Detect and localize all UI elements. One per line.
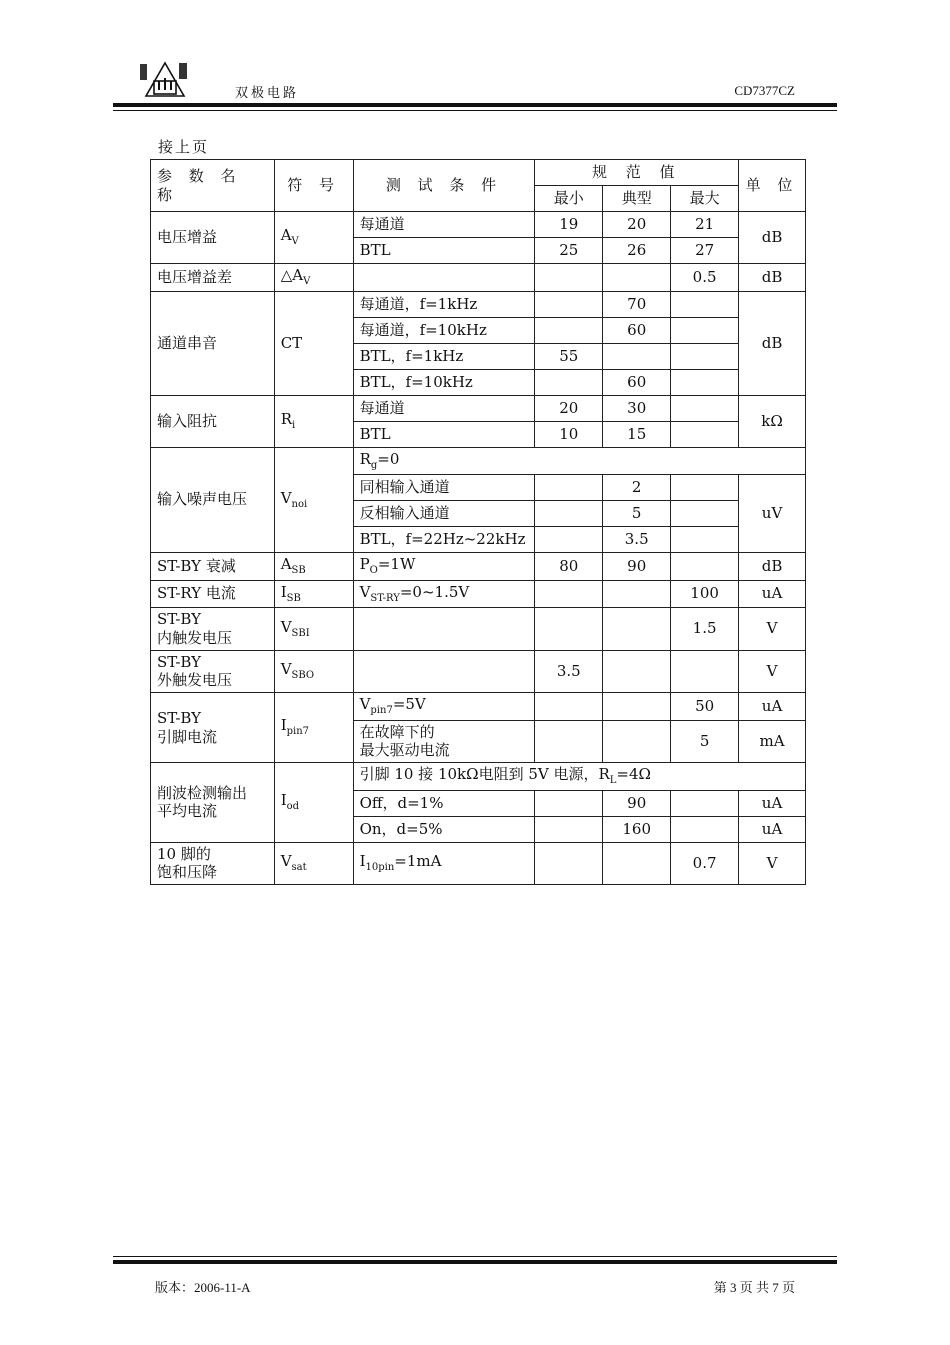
param-name: ST-BY 引脚电流 <box>151 693 275 763</box>
min-value <box>535 693 603 721</box>
symbol: $I_{pin7}$ <box>274 693 353 763</box>
max-value <box>671 395 739 421</box>
max-value: 0.7 <box>671 842 739 885</box>
unit: uA <box>739 816 806 842</box>
symbol: CT <box>274 291 353 395</box>
min-value <box>535 608 603 651</box>
symbol: $\triangle A_V$ <box>274 264 353 292</box>
table-row <box>151 264 806 292</box>
condition: 每通道 <box>353 212 535 238</box>
header-rule-thin <box>113 110 837 111</box>
header-unit: 单 位 <box>739 160 806 212</box>
max-value <box>671 421 739 447</box>
min-value <box>535 720 603 763</box>
unit: V <box>739 842 806 885</box>
header-param: 参 数 名 称 <box>151 160 275 212</box>
max-value <box>671 816 739 842</box>
table-row <box>151 693 806 721</box>
min-value: 10 <box>535 421 603 447</box>
param-name: 削波检测输出 平均电流 <box>151 763 275 843</box>
min-value <box>535 580 603 608</box>
condition: BTL，f=1kHz <box>353 343 535 369</box>
typ-value: 70 <box>603 291 671 317</box>
symbol: $V_{SBI}$ <box>274 608 353 651</box>
param-name: ST-BY 内触发电压 <box>151 608 275 651</box>
unit: dB <box>739 264 806 292</box>
min-value: 19 <box>535 212 603 238</box>
max-value: 21 <box>671 212 739 238</box>
max-value <box>671 291 739 317</box>
min-value <box>535 264 603 292</box>
page-header <box>0 0 950 115</box>
continued-label: 接上页 <box>158 138 210 156</box>
typ-value <box>603 343 671 369</box>
condition: 每通道，f=10kHz <box>353 317 535 343</box>
param-name: 电压增益 <box>151 212 275 264</box>
footer-rule-thin <box>113 1256 837 1257</box>
symbol: $V_{sat}$ <box>274 842 353 885</box>
unit: mA <box>739 720 806 763</box>
max-value: 100 <box>671 580 739 608</box>
min-value <box>535 317 603 343</box>
document-category: 双极电路 <box>235 86 300 101</box>
unit: dB <box>739 212 806 264</box>
symbol: $R_i$ <box>274 395 353 447</box>
param-name: 输入阻抗 <box>151 395 275 447</box>
condition: 每通道，f=1kHz <box>353 291 535 317</box>
condition <box>353 608 535 651</box>
symbol: $I_{od}$ <box>274 763 353 843</box>
table-row <box>151 608 806 651</box>
min-value <box>535 369 603 395</box>
param-name: ST-BY 衰减 <box>151 553 275 581</box>
table-row <box>151 212 806 238</box>
condition: $I_{10pin}=1mA$ <box>353 842 535 885</box>
min-value: 20 <box>535 395 603 421</box>
condition <box>353 264 535 292</box>
min-value <box>535 816 603 842</box>
condition: 反相输入通道 <box>353 501 535 527</box>
param-name: 输入噪声电压 <box>151 447 275 553</box>
typ-value: 30 <box>603 395 671 421</box>
min-value <box>535 501 603 527</box>
typ-value <box>603 608 671 651</box>
max-value: 50 <box>671 693 739 721</box>
min-value: 3.5 <box>535 650 603 693</box>
typ-value: 60 <box>603 317 671 343</box>
unit: uA <box>739 790 806 816</box>
max-value <box>671 790 739 816</box>
max-value: 5 <box>671 720 739 763</box>
table-row <box>151 842 806 885</box>
typ-value <box>603 720 671 763</box>
table-row <box>151 763 806 791</box>
param-name: 通道串音 <box>151 291 275 395</box>
param-name: ST-RY 电流 <box>151 580 275 608</box>
typ-value: 90 <box>603 553 671 581</box>
header-condition: 测 试 条 件 <box>353 160 535 212</box>
condition: BTL <box>353 238 535 264</box>
typ-value: 2 <box>603 475 671 501</box>
min-value: 55 <box>535 343 603 369</box>
header-spec: 规 范 值 <box>535 160 739 186</box>
max-value: 0.5 <box>671 264 739 292</box>
table-row <box>151 291 806 317</box>
max-value <box>671 553 739 581</box>
table-row <box>151 447 806 475</box>
condition: $R_g=0$ <box>353 447 805 475</box>
min-value: 80 <box>535 553 603 581</box>
symbol: $V_{SBO}$ <box>274 650 353 693</box>
symbol: $A_{SB}$ <box>274 553 353 581</box>
table-row <box>151 580 806 608</box>
condition: Off，d=1% <box>353 790 535 816</box>
max-value <box>671 317 739 343</box>
typ-value <box>603 580 671 608</box>
max-value: 27 <box>671 238 739 264</box>
unit: V <box>739 650 806 693</box>
condition: 同相输入通道 <box>353 475 535 501</box>
table-row <box>151 553 806 581</box>
unit: uV <box>739 475 806 553</box>
condition: 在故障下的 最大驱动电流 <box>353 720 535 763</box>
condition <box>353 650 535 693</box>
param-name: 电压增益差 <box>151 264 275 292</box>
condition: BTL，f=10kHz <box>353 369 535 395</box>
param-name: ST-BY 外触发电压 <box>151 650 275 693</box>
header-row <box>151 160 806 186</box>
typ-value: 60 <box>603 369 671 395</box>
min-value <box>535 527 603 553</box>
condition: On，d=5% <box>353 816 535 842</box>
symbol: $I_{SB}$ <box>274 580 353 608</box>
condition: $V_{pin7}=5V$ <box>353 693 535 721</box>
param-name: 10 脚的 饱和压降 <box>151 842 275 885</box>
unit: uA <box>739 580 806 608</box>
typ-value: 3.5 <box>603 527 671 553</box>
min-value <box>535 842 603 885</box>
footer-rule-thick <box>113 1260 837 1264</box>
typ-value: 20 <box>603 212 671 238</box>
company-logo-icon <box>138 60 188 100</box>
spec-table <box>150 159 806 885</box>
footer-page-number: 第 3 页 共 7 页 <box>713 1280 795 1295</box>
condition: 每通道 <box>353 395 535 421</box>
header-typ: 典型 <box>603 186 671 212</box>
typ-value <box>603 650 671 693</box>
min-value <box>535 790 603 816</box>
unit: dB <box>739 553 806 581</box>
document-number: CD7377CZ <box>734 83 795 98</box>
symbol: $A_V$ <box>274 212 353 264</box>
typ-value <box>603 842 671 885</box>
condition: $P_O=1W$ <box>353 553 535 581</box>
condition: BTL <box>353 421 535 447</box>
max-value <box>671 650 739 693</box>
unit: dB <box>739 291 806 395</box>
max-value <box>671 501 739 527</box>
header-max: 最大 <box>671 186 739 212</box>
table-row <box>151 650 806 693</box>
table-row <box>151 395 806 421</box>
min-value: 25 <box>535 238 603 264</box>
footer-version: 版本：2006-11-A <box>155 1280 251 1295</box>
min-value <box>535 291 603 317</box>
unit: kΩ <box>739 395 806 447</box>
unit: uA <box>739 693 806 721</box>
min-value <box>535 475 603 501</box>
typ-value: 26 <box>603 238 671 264</box>
symbol: $V_{noi}$ <box>274 447 353 553</box>
condition: 引脚 10 接 10kΩ电阻到 5V 电源，$R_L=4\Omega$ <box>353 763 805 791</box>
typ-value: 90 <box>603 790 671 816</box>
max-value <box>671 369 739 395</box>
header-symbol: 符 号 <box>274 160 353 212</box>
typ-value: 5 <box>603 501 671 527</box>
max-value <box>671 343 739 369</box>
max-value <box>671 475 739 501</box>
typ-value <box>603 693 671 721</box>
typ-value <box>603 264 671 292</box>
typ-value: 15 <box>603 421 671 447</box>
condition: BTL，f=22Hz~22kHz <box>353 527 535 553</box>
max-value: 1.5 <box>671 608 739 651</box>
unit: V <box>739 608 806 651</box>
max-value <box>671 527 739 553</box>
header-min: 最小 <box>535 186 603 212</box>
typ-value: 160 <box>603 816 671 842</box>
condition: $V_{ST-RY}=0\sim 1.5V$ <box>353 580 535 608</box>
header-rule-thick <box>113 103 837 107</box>
